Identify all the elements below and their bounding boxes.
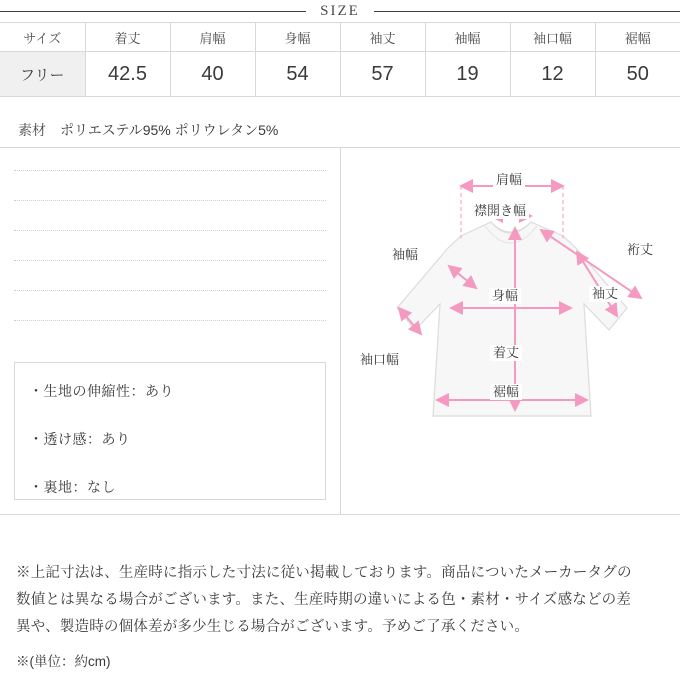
material-label: 素材: [18, 121, 46, 138]
dotted-line: [14, 170, 326, 171]
dotted-line: [14, 230, 326, 231]
header-cell-2: 肩幅: [170, 23, 255, 52]
value-cell-5: 19: [425, 52, 510, 97]
middle-section: [0, 148, 680, 514]
unit-note: ※(単位：約cm): [16, 654, 111, 669]
label-yuki: 裄丈: [624, 242, 656, 258]
bottom-divider: [0, 514, 680, 515]
dotted-line: [14, 200, 326, 201]
title-rule-right: [374, 11, 680, 12]
value-cell-7: 50: [595, 52, 680, 97]
value-cell-3: 54: [255, 52, 340, 97]
table-header-row: [0, 23, 680, 52]
label-sleeve-length: 袖丈: [589, 286, 621, 302]
header-cell-0: サイズ: [0, 23, 85, 52]
note-sheerness: ・透け感：あり: [29, 431, 131, 447]
label-shoulder: 肩幅: [493, 172, 525, 188]
size-title-bar: [0, 0, 680, 22]
value-cell-6: 12: [510, 52, 595, 97]
note-stretch: ・生地の伸縮性：あり: [29, 383, 174, 399]
dotted-writing-lines: [0, 148, 340, 358]
size-table: [0, 22, 680, 97]
header-cell-1: 着丈: [85, 23, 170, 52]
disclaimer-line-1: ※上記寸法は、生産時に指示した寸法に従い掲載しております。商品についたメーカータグの: [16, 565, 632, 581]
note-lining: ・裏地：なし: [29, 479, 116, 495]
header-cell-6: 袖口幅: [510, 23, 595, 52]
disclaimer-line-2: 数値とは異なる場合がございます。また、生産時期の違いによる色・素材・サイズ感などの差: [16, 591, 632, 608]
header-cell-7: 裾幅: [595, 23, 680, 52]
material-value: ポリエステル95% ポリウレタン5%: [60, 121, 279, 138]
fabric-notes-box: [14, 362, 326, 500]
label-length: 着丈: [490, 345, 522, 361]
value-cell-size: フリー: [0, 52, 85, 97]
disclaimer-text: [16, 560, 666, 640]
value-cell-1: 42.5: [85, 52, 170, 97]
page-title: SIZE: [320, 2, 360, 19]
dotted-line: [14, 290, 326, 291]
dotted-line: [14, 320, 326, 321]
label-hem-width: 裾幅: [490, 384, 522, 400]
garment-diagram: [340, 148, 680, 514]
material-row: [0, 112, 680, 148]
label-body-width: 身幅: [489, 288, 521, 304]
title-rule-left: [0, 11, 306, 12]
label-cuff-width: 袖口幅: [357, 352, 402, 368]
header-cell-3: 身幅: [255, 23, 340, 52]
label-neck-open: 襟開き幅: [471, 203, 529, 219]
table-value-row: [0, 52, 680, 97]
value-cell-2: 40: [170, 52, 255, 97]
header-cell-5: 袖幅: [425, 23, 510, 52]
label-sleeve-width: 袖幅: [389, 247, 421, 263]
disclaimer-line-3: 異や、製造時の個体差が多少生じる場合がございます。予めご了承ください。: [16, 618, 530, 635]
header-cell-4: 袖丈: [340, 23, 425, 52]
value-cell-4: 57: [340, 52, 425, 97]
dotted-line: [14, 260, 326, 261]
